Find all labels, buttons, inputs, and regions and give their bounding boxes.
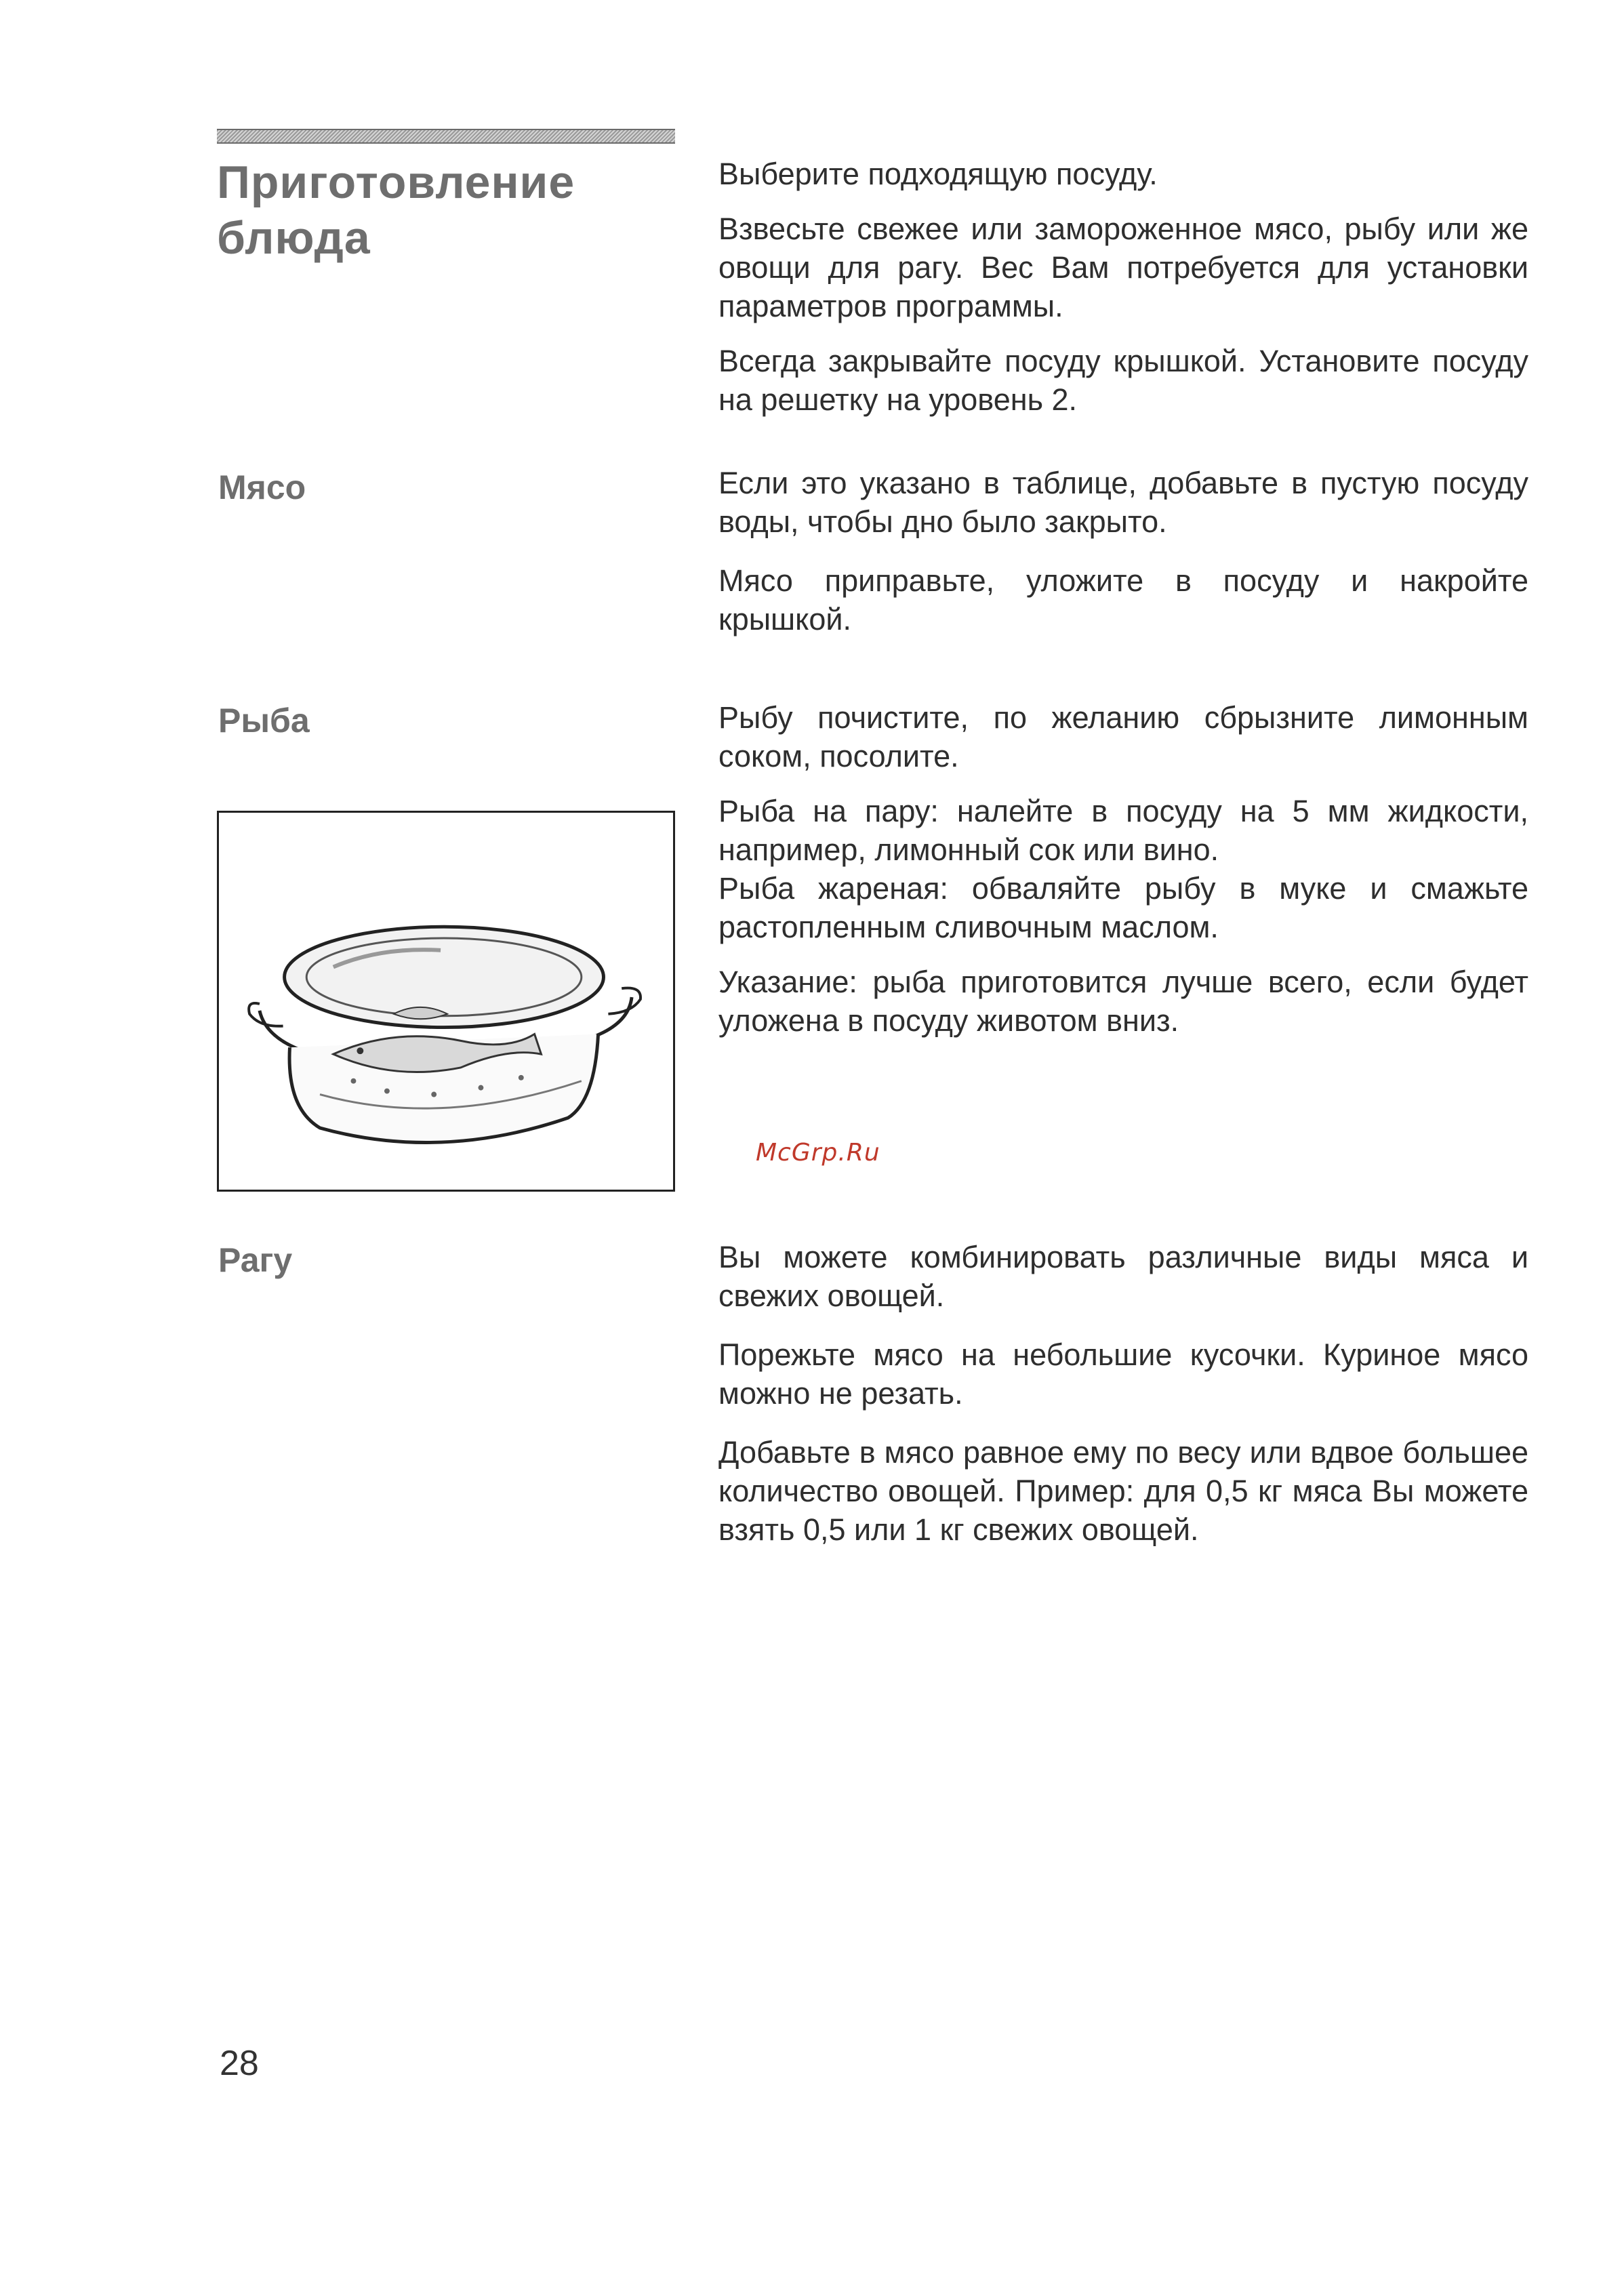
watermark-text: McGrp.Ru bbox=[756, 1139, 880, 1167]
fish-text-block bbox=[718, 698, 1528, 1040]
meat-text-block bbox=[718, 464, 1528, 639]
section-header-rule bbox=[217, 129, 675, 144]
fish-paragraph: Рыба жареная: обваляйте рыбу в муке и смажьте растопленным сливочным маслом. bbox=[718, 871, 1528, 944]
fish-paragraph: Указание: рыба приготовится лучше всего, если будет уложена в посуду животом вниз. bbox=[718, 965, 1528, 1038]
page-title bbox=[217, 155, 678, 266]
meat-paragraph: Если это указано в таблице, добавьте в пустую посуду воды, чтобы дно было закрыто. bbox=[718, 466, 1528, 539]
meat-heading: Мясо bbox=[218, 468, 306, 506]
intro-paragraph: Взвесьте свежее или замороженное мясо, рыбу или же овощи для рагу. Вес Вам потребуется для установки параметров программы. bbox=[718, 211, 1528, 323]
intro-text-block bbox=[718, 155, 1528, 419]
ragout-text-block bbox=[718, 1238, 1528, 1549]
covered-dish-with-fish-image bbox=[219, 813, 673, 1190]
ragout-paragraph: Вы можете комбинировать различные виды мяса и свежих овощей. bbox=[718, 1240, 1528, 1313]
fish-dish-illustration bbox=[217, 811, 675, 1192]
meat-paragraph: Мясо приправьте, уложите в посуду и накройте крышкой. bbox=[718, 563, 1528, 637]
ragout-paragraph: Порежьте мясо на небольшие кусочки. Куриное мясо можно не резать. bbox=[718, 1337, 1528, 1411]
title-line-1: Приготовление bbox=[217, 157, 575, 208]
intro-paragraph: Выберите подходящую посуду. bbox=[718, 157, 1158, 191]
ragout-paragraph: Добавьте в мясо равное ему по весу или вдвое большее количество овощей. Пример: для 0,5 кг мяса Вы можете взять 0,5 или 1 кг свежих овощей. bbox=[718, 1435, 1528, 1547]
title-line-2: блюда bbox=[217, 212, 371, 264]
fish-paragraph: Рыба на пару: налейте в посуду на 5 мм жидкости, например, лимонный сок или вино. bbox=[718, 794, 1528, 867]
ragout-heading: Рагу bbox=[218, 1241, 293, 1279]
page-number: 28 bbox=[220, 2044, 259, 2083]
fish-heading: Рыба bbox=[218, 702, 310, 740]
fish-paragraph: Рыбу почистите, по желанию сбрызните лимонным соком, посолите. bbox=[718, 700, 1528, 773]
intro-paragraph: Всегда закрывайте посуду крышкой. Установите посуду на решетку на уровень 2. bbox=[718, 344, 1528, 417]
